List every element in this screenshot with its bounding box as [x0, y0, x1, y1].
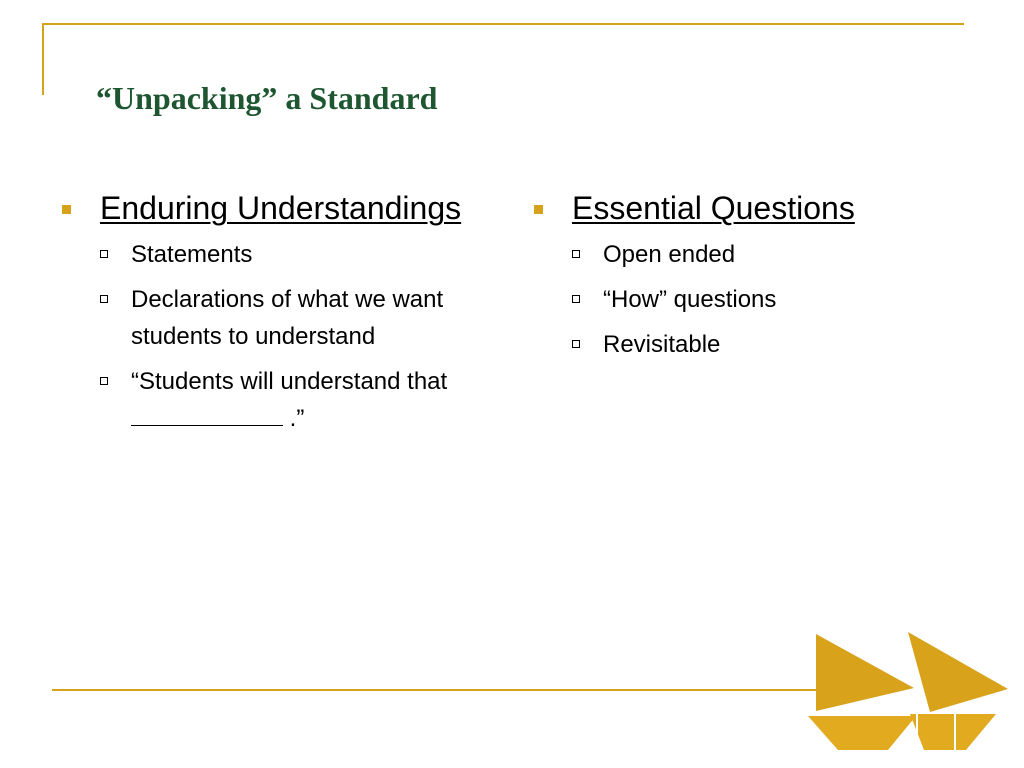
hollow-square-bullet-icon — [572, 295, 580, 303]
level1-item — [62, 188, 502, 228]
hollow-square-bullet-icon — [572, 250, 580, 258]
column-heading: Enduring Understandings — [100, 190, 462, 226]
list-item — [572, 281, 974, 318]
level1-item — [534, 188, 974, 228]
list-item-text: Declarations of what we want students to understand — [131, 286, 444, 350]
list-item-text: “How” questions — [603, 286, 777, 313]
list-item-text: Revisitable — [603, 331, 721, 358]
gold-square-bullet-icon — [534, 205, 543, 214]
frame-left-rule — [42, 23, 44, 95]
sail-left-icon — [816, 634, 914, 711]
list-item-text: Open ended — [603, 241, 736, 268]
column-essential-questions — [534, 188, 974, 371]
hollow-square-bullet-icon — [100, 377, 108, 385]
hull-right-icon — [910, 714, 996, 750]
hull-left-icon — [808, 716, 916, 750]
slide-title: “Unpacking” a Standard — [96, 80, 438, 116]
hollow-square-bullet-icon — [100, 250, 108, 258]
list-item-text — [131, 363, 491, 437]
sentence-start: “Students will understand that — [131, 368, 448, 395]
fill-in-blank — [131, 403, 283, 426]
list-item — [100, 363, 502, 437]
sub-list — [572, 236, 974, 363]
column-heading: Essential Questions — [572, 190, 855, 226]
sailboats-icon — [800, 626, 1020, 756]
sub-list — [100, 236, 502, 437]
gold-square-bullet-icon — [62, 205, 71, 214]
list-item — [572, 236, 974, 273]
list-item — [100, 281, 502, 355]
sail-right-icon — [908, 632, 1008, 712]
list-item-text: Statements — [131, 241, 253, 268]
hollow-square-bullet-icon — [100, 295, 108, 303]
sentence-end: .” — [283, 405, 305, 432]
column-enduring-understandings — [62, 188, 502, 445]
list-item — [572, 326, 974, 363]
list-item — [100, 236, 502, 273]
frame-top-rule — [42, 23, 964, 25]
frame-bottom-rule — [52, 689, 842, 691]
hollow-square-bullet-icon — [572, 340, 580, 348]
